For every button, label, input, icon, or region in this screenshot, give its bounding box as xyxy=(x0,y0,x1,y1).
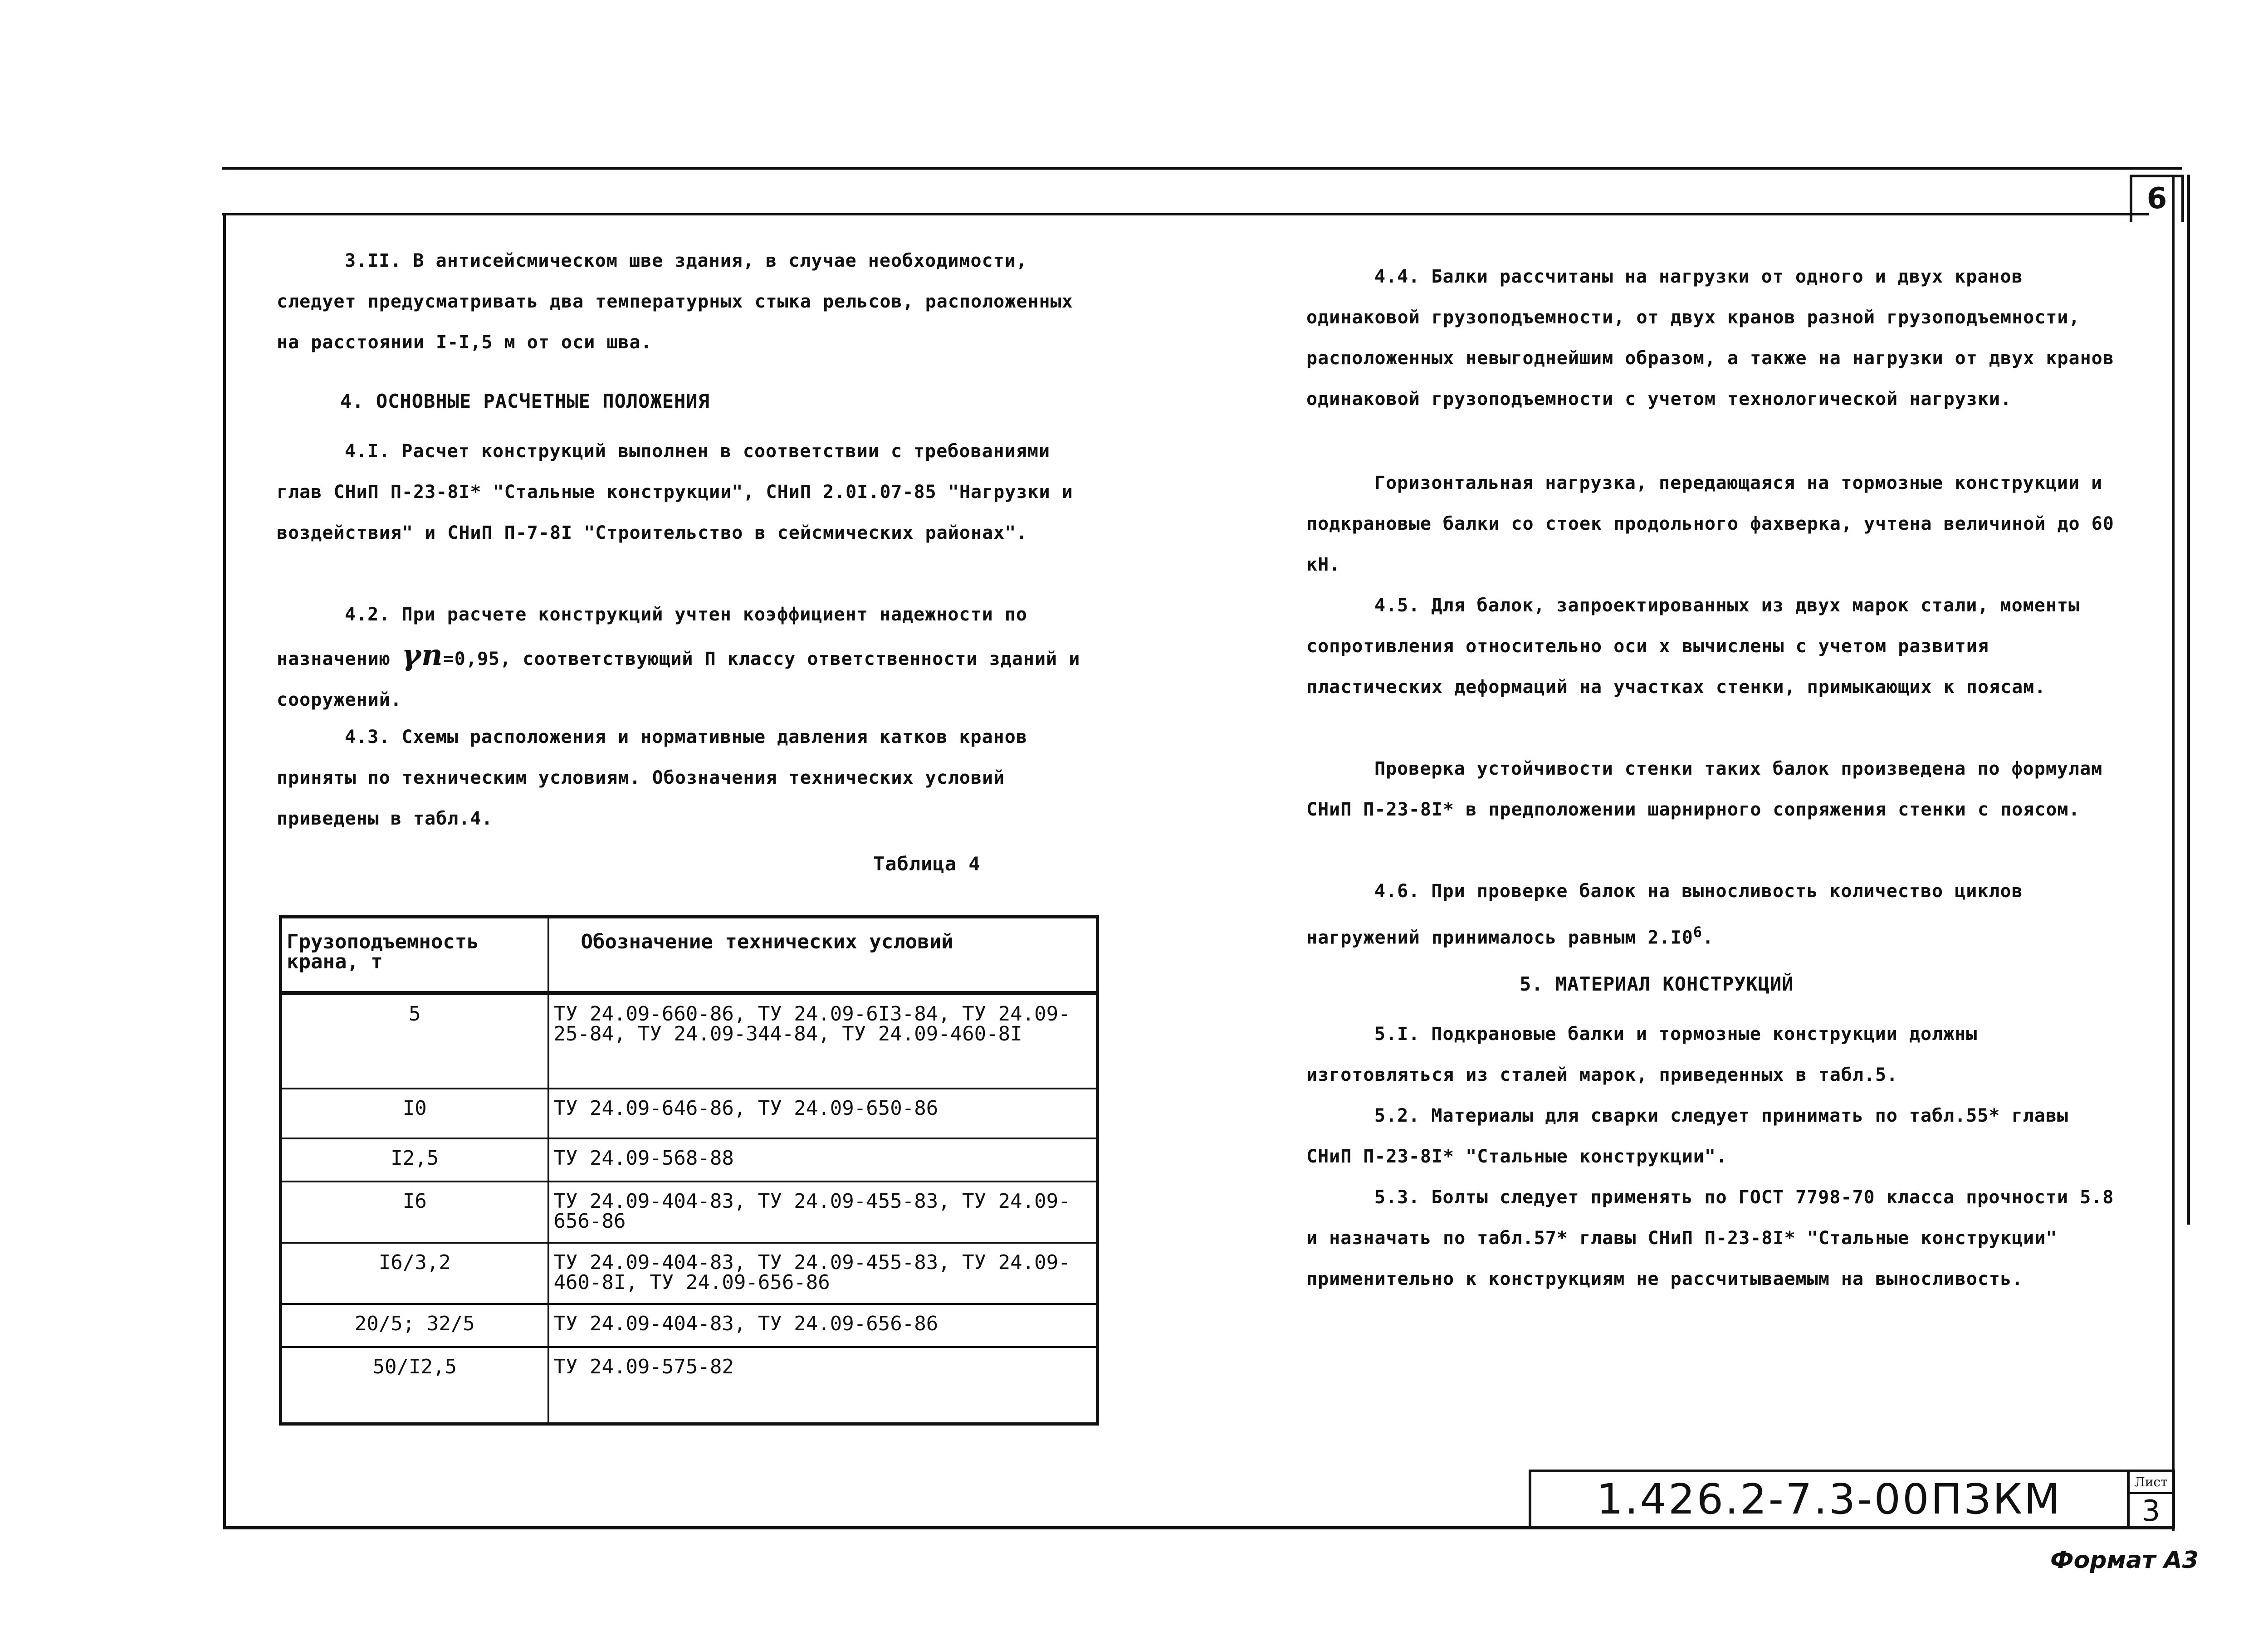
table-4 xyxy=(279,915,1099,1426)
capacity-cell: 20/5; 32/5 xyxy=(281,1304,548,1347)
sheet-label: Лист xyxy=(2130,1472,2172,1494)
right-tick xyxy=(2187,175,2190,1225)
table-row xyxy=(281,1304,1098,1347)
paragraph-4-2 xyxy=(277,594,1093,720)
table-row xyxy=(281,1243,1098,1304)
title-block xyxy=(1529,1470,2130,1528)
capacity-cell: I6/3,2 xyxy=(281,1243,548,1304)
sheet-number: 3 xyxy=(2141,1494,2160,1528)
table-row xyxy=(281,1089,1098,1138)
paragraph-4-3-text: 4.3. Схемы расположения и нормативные давления катков кранов приняты по техническим условиям. Обозначения технических условий приведены в табл.4. xyxy=(277,727,1027,829)
gamma-n-symbol: γn xyxy=(401,638,443,672)
paragraph-4-6-exponent: 6 xyxy=(1693,923,1703,941)
frame-left xyxy=(223,213,226,1528)
capacity-cell: I6 xyxy=(281,1182,548,1243)
document-code: 1.426.2-7.3-00ПЗКМ xyxy=(1596,1475,2062,1523)
paragraph-3-11 xyxy=(277,240,1093,363)
paragraph-horizontal-load-text: Горизонтальная нагрузка, передающаяся на тормозные конструкции и подкрановые балки со стоек продольного фахверка, учтена величиной до 60 кН. xyxy=(1306,473,2114,575)
paragraph-horizontal-load xyxy=(1306,463,2123,585)
table-row xyxy=(281,993,1098,1089)
page-number: 6 xyxy=(2146,182,2167,215)
table-header-row xyxy=(281,917,1098,993)
paragraph-4-4-text: 4.4. Балки рассчитаны на нагрузки от одного и двух кранов одинаковой грузоподъемности, от двух кранов разной грузоподъемности, расположенных невыгоднейшим образом, а также на нагрузки от двух кранов одинаковой грузоподъемности с учетом технологической нагрузки. xyxy=(1306,266,2114,410)
format-note: Формат А3 xyxy=(2050,1547,2199,1574)
paragraph-4-2-text-a: 4.2. При расчете конструкций учтен коэффициент надежности по назначению xyxy=(277,604,1027,669)
paragraph-stability-check xyxy=(1306,748,2123,830)
table-row xyxy=(281,1138,1098,1182)
paragraph-4-2-text-b: =0,95, соответствующий П классу ответственности зданий и сооружений. xyxy=(277,649,1080,710)
capacity-cell: I2,5 xyxy=(281,1138,548,1182)
section-5-title: 5. МАТЕРИАЛ КОНСТРУКЦИЙ xyxy=(1520,973,1794,995)
paragraph-4-3 xyxy=(277,717,1093,839)
paragraph-5-2 xyxy=(1306,1095,2123,1177)
capacity-cell: I0 xyxy=(281,1089,548,1138)
paragraph-4-4 xyxy=(1306,256,2123,420)
paragraph-5-1 xyxy=(1306,1014,2123,1095)
header-tu: Обозначение технических условий xyxy=(548,917,1098,993)
paragraph-4-1 xyxy=(277,431,1093,553)
tu-cell: ТУ 24.09-404-83, ТУ 24.09-656-86 xyxy=(548,1304,1098,1347)
sheet-box xyxy=(2130,1470,2175,1528)
tu-cell: ТУ 24.09-568-88 xyxy=(548,1138,1098,1182)
tu-cell: ТУ 24.09-575-82 xyxy=(548,1347,1098,1424)
frame-right xyxy=(2172,175,2175,1531)
table-caption: Таблица 4 xyxy=(873,853,981,875)
tu-cell: ТУ 24.09-404-83, ТУ 24.09-455-83, ТУ 24.09-656-86 xyxy=(548,1182,1098,1243)
table-row xyxy=(281,1347,1098,1424)
tu-cell: ТУ 24.09-660-86, ТУ 24.09-6I3-84, ТУ 24.09-25-84, ТУ 24.09-344-84, ТУ 24.09-460-8I xyxy=(548,993,1098,1089)
paragraph-3-11-text: 3.II. В антисейсмическом шве здания, в случае необходимости, следует предусматривать два температурных стыка рельсов, расположенных на расстоянии I-I,5 м от оси шва. xyxy=(277,250,1073,353)
paragraph-5-1-text: 5.I. Подкрановые балки и тормозные конструкции должны изготовляться из сталей марок, приведенных в табл.5. xyxy=(1306,1024,1978,1085)
paragraph-4-1-text: 4.I. Расчет конструкций выполнен в соответствии с требованиями глав СНиП П-23-8I* "Стальные конструкции", СНиП 2.0I.07-85 "Нагрузки и воздействия" и СНиП П-7-8I "Строительство в сейсмических районах". xyxy=(277,441,1073,543)
paragraph-5-3-text: 5.3. Болты следует применять по ГОСТ 7798-70 класса прочности 5.8 и назначать по табл.57* главы СНиП П-23-8I* "Стальные конструкции" применительно к конструкциям не рассчитываемым на выносливость. xyxy=(1306,1187,2114,1289)
header-capacity: Грузоподъемность крана, т xyxy=(281,917,548,993)
section-4-title: 4. ОСНОВНЫЕ РАСЧЕТНЫЕ ПОЛОЖЕНИЯ xyxy=(340,390,710,412)
paragraph-4-6: 4.6. При проверке балок на выносливость количество циклов нагружений принималось равным $2.I0^6$. xyxy=(1306,881,2023,948)
paragraph-5-3 xyxy=(1306,1177,2123,1299)
capacity-cell: 5 xyxy=(281,993,548,1089)
paragraph-4-5-text: 4.5. Для балок, запроектированных из двух марок стали, моменты сопротивления относительно оси x вычислены с учетом развития пластических деформаций на участках стенки, примыкающих к поясам. xyxy=(1306,595,2080,698)
paragraph-5-2-text: 5.2. Материалы для сварки следует принимать по табл.55* главы СНиП П-23-8I* "Стальные конструкции". xyxy=(1306,1105,2069,1167)
paragraph-4-6-text: 4.6. При проверке балок на выносливость количество циклов нагружений принималось равным 2.I0 xyxy=(1306,881,2023,948)
tu-cell: ТУ 24.09-404-83, ТУ 24.09-455-83, ТУ 24.09-460-8I, ТУ 24.09-656-86 xyxy=(548,1243,1098,1304)
tu-cell: ТУ 24.09-646-86, ТУ 24.09-650-86 xyxy=(548,1089,1098,1138)
capacity-cell: 50/I2,5 xyxy=(281,1347,548,1424)
frame-top xyxy=(222,213,2149,215)
table-row xyxy=(281,1182,1098,1243)
top-rule xyxy=(222,167,2182,170)
paragraph-4-5 xyxy=(1306,585,2123,708)
paragraph-stability-check-text: Проверка устойчивости стенки таких балок произведена по формулам СНиП П-23-8I* в предположении шарнирного сопряжения стенки с поясом. xyxy=(1306,758,2103,820)
page-number-box xyxy=(2130,175,2184,222)
